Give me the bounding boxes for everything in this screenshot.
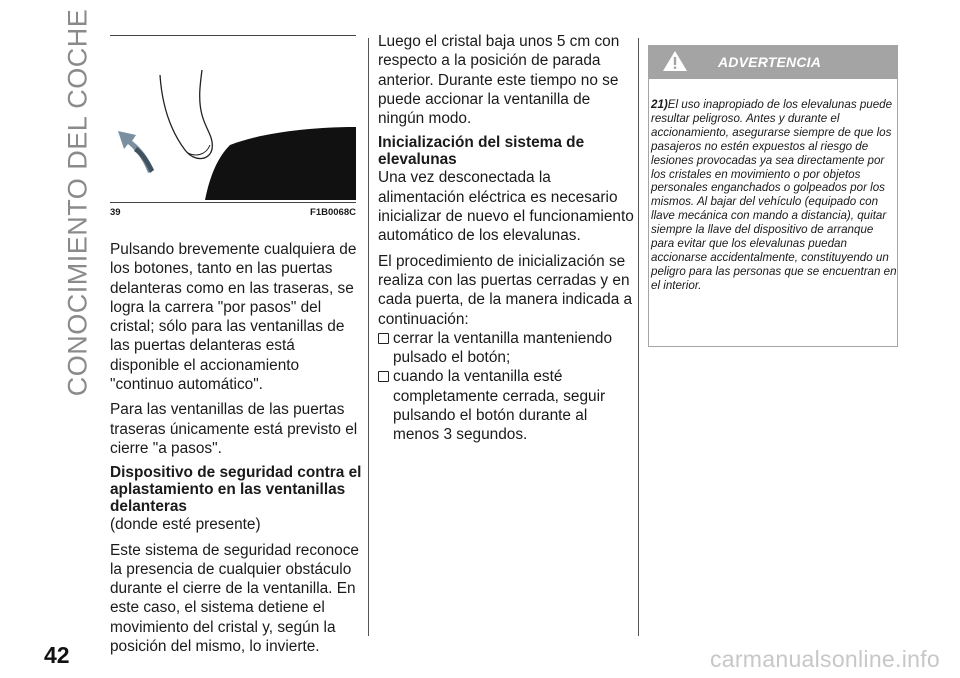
paragraph-power: Una vez desconectada la alimentación eléctrica es necesario inicializar de nuevo el funcionamiento automático de los elevalunas. [378, 169, 634, 245]
chapter-title [56, 8, 100, 397]
warning-body-text: El uso inapropiado de los elevalunas puede resultar peligroso. Antes y durante el accionamiento, asegurarse siempre de que los pasajeros no estén expuestos al riesgo de lesiones provocadas ya sea directamente por los cristales en movimiento o por objetos personales enganchados o golpeados por los mismos. Al bajar del vehículo (equipado con llave mecánica con mando a distancia), quitar siempre la llave del dispositivo de arranque para evitar que los elevalunas puedan accionarse accidentalmente, constituyendo un peligro para las personas que se encuentran en el interior. [651, 98, 897, 292]
list-item-text: cuando la ventanilla esté completamente cerrada, seguir pulsando el botón durante al menos 3 segundos. [393, 368, 606, 444]
column-divider-2 [638, 38, 639, 636]
column-2 [378, 32, 634, 445]
figure-number: 39 [110, 207, 121, 218]
paragraph-rear-windows: Para las ventanillas de las puertas traseras únicamente está previsto el cierre "a pasos". [110, 401, 358, 457]
up-arrow-icon [118, 131, 154, 173]
chapter-title-text: CONOCIMIENTO DEL COCHE [62, 8, 93, 397]
page-number: 42 [44, 642, 70, 668]
warning-header [648, 45, 898, 79]
checkbox-bullet-icon [378, 333, 389, 344]
warning-triangle-icon [662, 50, 688, 72]
warning-title: ADVERTENCIA [718, 54, 822, 70]
figure-39 [110, 35, 356, 225]
paragraph-steps: Pulsando brevemente cualquiera de los botones, tanto en las puertas delanteras como en las traseras, se logra la carrera "por pasos" del cristal; sólo para las ventanillas de las puertas delanteras está disponible el accionamiento "continuo automático". [110, 241, 357, 394]
list-item [378, 329, 634, 368]
warning-text [651, 98, 897, 293]
column-1 [110, 240, 362, 662]
list-item-text: cerrar la ventanilla manteniendo pulsado el botón; [393, 329, 613, 367]
column-divider-1 [368, 38, 369, 636]
heading-note: (donde esté presente) [110, 516, 261, 534]
paragraph-lowering: Luego el cristal baja unos 5 cm con respecto a la posición de parada anterior. Durante este tiempo no se puede accionar la ventanilla de ningún modo. [378, 33, 620, 128]
heading-anti-pinch: Dispositivo de seguridad contra el aplastamiento en las ventanillas delanteras [110, 464, 362, 516]
paragraph-procedure: El procedimiento de inicialización se realiza con las puertas cerradas y en cada puerta, de la manera indicada a continuación: [378, 252, 633, 328]
list-item [378, 367, 634, 444]
figure-top-rule [110, 35, 356, 36]
window-switch-illustration [110, 45, 356, 200]
paragraph-anti-pinch: Este sistema de seguridad reconoce la presencia de cualquier obstáculo durante el cierre de la ventanilla. En este caso, el sistema detiene el movimiento del cristal y, según la posición del mismo, lo invierte. [110, 541, 359, 656]
figure-code: F1B0068C [310, 207, 356, 218]
checkbox-bullet-icon [378, 371, 389, 382]
heading-initialization: Inicialización del sistema de elevalunas [378, 134, 585, 169]
warning-number: 21) [651, 98, 668, 111]
watermark: carmanualsonline.info [709, 646, 940, 672]
figure-bottom-rule [110, 202, 356, 203]
